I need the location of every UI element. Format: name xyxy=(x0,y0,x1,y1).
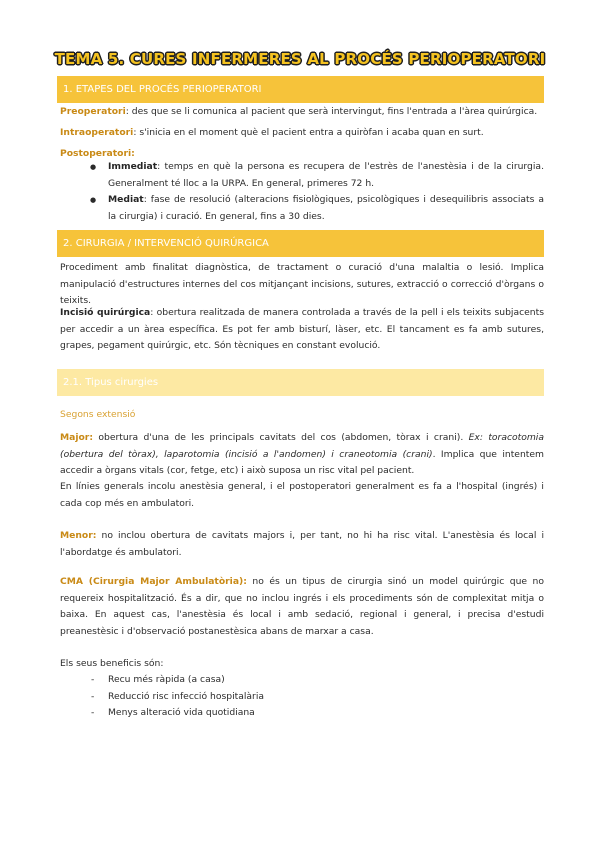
postoperatori-list xyxy=(60,159,544,225)
intraoperatori-paragraph xyxy=(60,125,544,142)
section-2-heading-band xyxy=(57,230,544,257)
page-title: TEMA 5. CURES INFERMERES AL PROCÉS PERIOPERATORI xyxy=(54,50,546,68)
preoperatori-paragraph xyxy=(60,104,544,121)
list-item: - Reducció risc infecció hospitalària xyxy=(60,689,544,706)
section-2-intro: Procediment amb finalitat diagnòstica, de tractament o curació d'una malaltia o lesió. Implica manipulació d'estructures internes del cos mitjançant incisions, sutures, extracció o correcció d'òrgans o teixits. xyxy=(60,262,544,306)
list-item: - Menys alteració vida quotidiana xyxy=(60,705,544,722)
section-2-heading: 2. CIRURGIA / INTERVENCIÓ QUIRÚRGICA xyxy=(63,238,269,249)
major-text-2: . Implica que intentem accedir a òrgans vitals (cor, fetge, etc) i això suposa un risc vital pel pacient. xyxy=(60,448,544,476)
section-1-heading-band xyxy=(57,76,544,103)
intraoperatori-label: Intraoperatori xyxy=(60,127,134,138)
mediat-label: Mediat xyxy=(108,194,144,205)
subsection-2-1-heading-band xyxy=(57,369,544,396)
menor-label: Menor: xyxy=(60,530,97,541)
immediat-text: : temps en què la persona es recupera de l'estrès de l'anestèsia i de la cirurgia. Generalment té lloc a la URPA. En general, primeres 72 h. xyxy=(108,161,544,189)
postoperatori-colon: : xyxy=(131,148,135,159)
menor-text: no inclou obertura de cavitats majors i, per tant, no hi ha risc vital. L'anestèsia és local i l'abordatge és ambulatori. xyxy=(60,530,544,558)
segons-extensio-label: Segons extensió xyxy=(60,409,136,420)
cma-text: no és un tipus de cirurgia sinó un model quirúrgic que no requereix hospitalització. És a dir, que no inclou ingrés i els procediments són de complexitat mitja o baixa. En aquest cas, l'anestèsia és local i amb sedació, regional i general, i precisa d'estudi preanestèsic i d'observació postanestèsica abans de marxar a casa. xyxy=(60,576,545,637)
major-text-1: obertura d'una de les principals cavitats del cos (abdomen, tòrax i crani). xyxy=(93,432,469,443)
incisio-label: Incisió quirúrgica xyxy=(60,307,151,318)
beneficis-intro: Els seus beneficis són: xyxy=(60,658,164,669)
cma-label: CMA (Cirurgia Major Ambulatòria): xyxy=(60,576,247,587)
immediat-label: Immediat xyxy=(108,161,158,172)
list-item: - Recu més ràpida (a casa) xyxy=(60,672,544,689)
section-1-heading: 1. ETAPES DEL PROCÉS PERIOPERATORI xyxy=(63,84,262,95)
major-label: Major: xyxy=(60,432,94,443)
mediat-text: : fase de resolució (alteracions fisiològiques, psicològiques i desequilibris associats a la cirurgia) i curació. En general, fins a 30 dies. xyxy=(108,194,544,222)
cma-paragraph xyxy=(60,574,544,640)
major-paragraph xyxy=(60,430,544,480)
subsection-2-1-heading: 2.1. Tipus cirurgies xyxy=(63,377,159,388)
incisio-text: : obertura realitzada de manera controlada a través de la pell i els teixits subjacents per accedir a un àrea específica. Es pot fer amb bisturí, làser, etc. El tancament es fa amb sutures, grapes, pegament quirúrgic, etc. Són tècniques en constant evolució. xyxy=(60,307,544,351)
list-item xyxy=(60,192,544,225)
preoperatori-label: Preoperatori xyxy=(60,106,126,117)
major-paragraph-2: En línies generals incolu anestèsia general, i el postoperatori generalment es fa a l'hospital (ingrés) i cada cop més en ambulatori. xyxy=(60,481,544,509)
beneficis-list xyxy=(60,672,544,722)
menor-paragraph xyxy=(60,528,544,561)
intraoperatori-text: : s'inicia en el moment què el pacient entra a quiròfan i acaba quan en surt. xyxy=(133,127,484,138)
major-example: Ex: toracotomia (obertura del tòrax), laparotomia (incisió a l'andomen) i craneotomia (crani) xyxy=(60,432,544,460)
list-item xyxy=(60,159,544,192)
segons-extensio-heading xyxy=(60,407,544,424)
incisio-paragraph xyxy=(60,305,544,355)
preoperatori-text: : des que se li comunica al pacient que serà intervingut, fins l'entrada a l'àrea quirúrgica. xyxy=(125,106,538,117)
postoperatori-label: Postoperatori xyxy=(60,148,132,159)
